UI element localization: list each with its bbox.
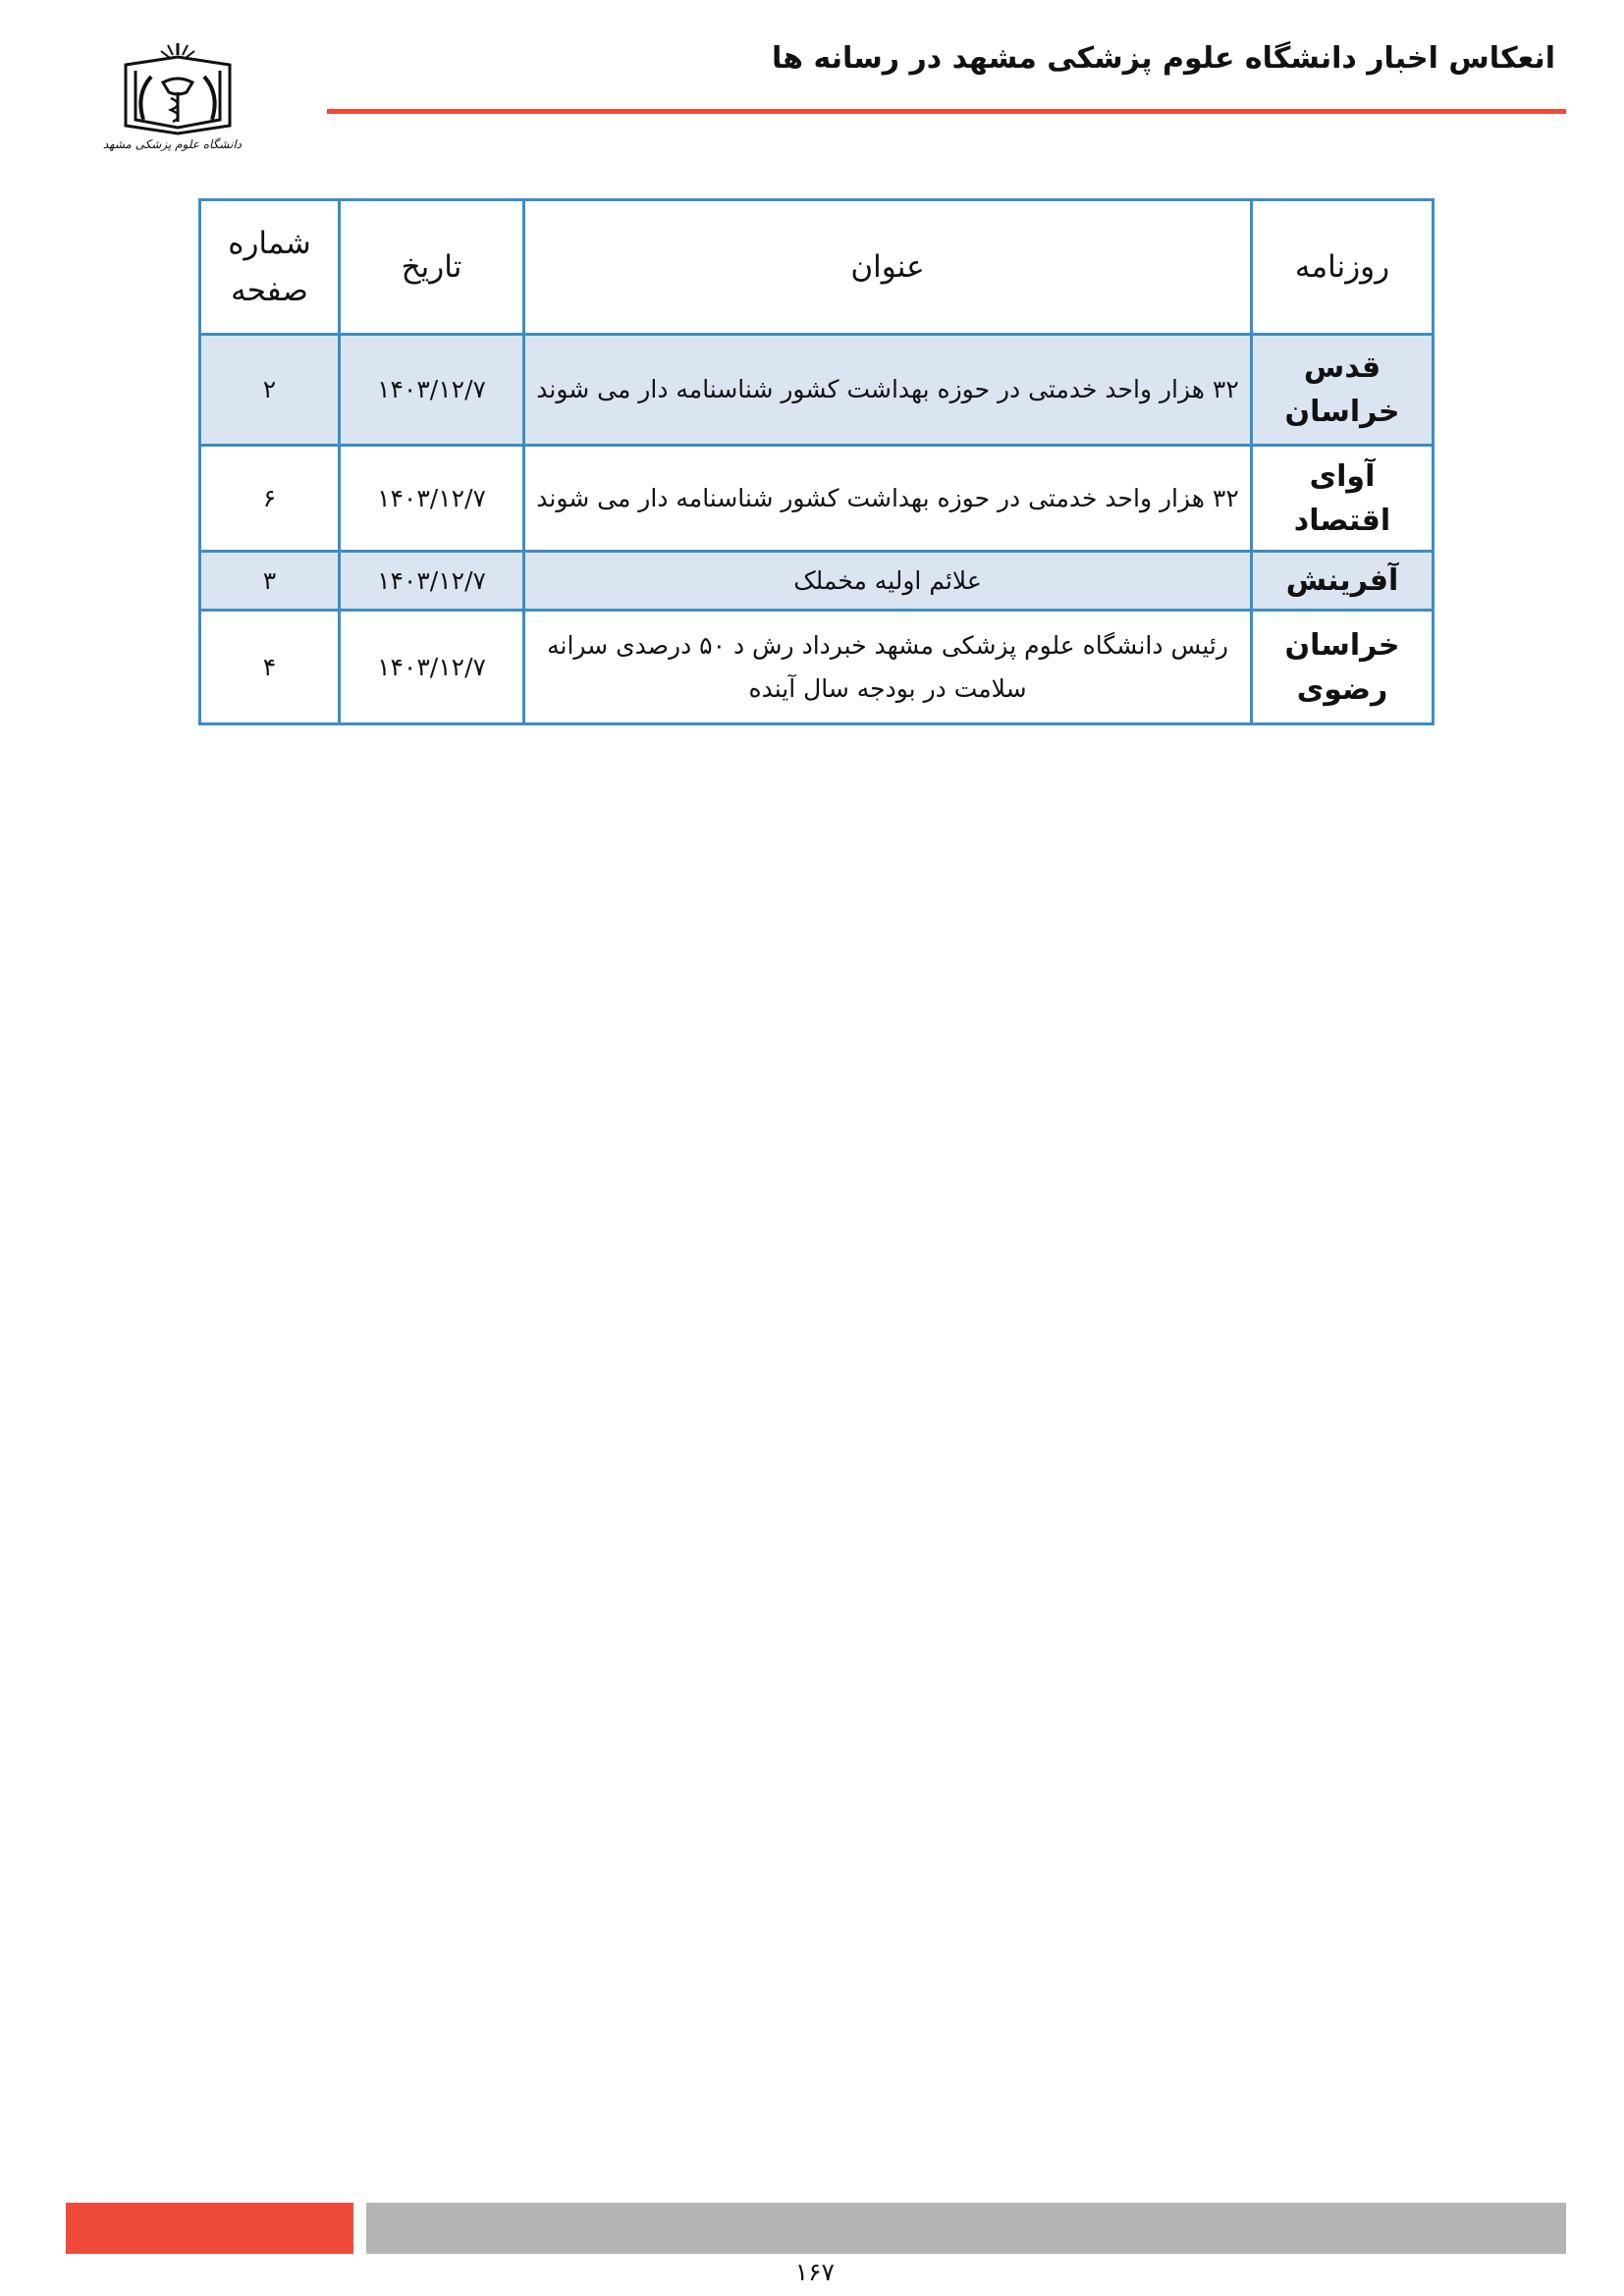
- newspaper-cell: آفرینش: [1252, 552, 1434, 611]
- header-divider: [327, 109, 1566, 114]
- table-row: [200, 335, 1434, 446]
- title-cell: ۳۲ هزار واحد خدمتی در حوزه بهداشت کشور شناسنامه دار می شوند: [524, 335, 1252, 446]
- footer-accent-bar: [66, 2203, 353, 2254]
- table-header-row: [200, 200, 1434, 335]
- page-cell: ۲: [200, 335, 340, 446]
- newspaper-cell: آوای اقتصاد: [1252, 446, 1434, 552]
- university-logo: [102, 35, 242, 165]
- title-cell: رئیس دانشگاه علوم پزشکی مشهد خبرداد رش د ۵۰ درصدی سرانه سلامت در بودجه سال آینده: [524, 611, 1252, 724]
- header-title: عنوان: [524, 200, 1252, 335]
- logo-caption: دانشگاه علوم پزشکی مشهد: [102, 137, 242, 151]
- university-emblem-icon: [114, 35, 242, 137]
- page-cell: ۶: [200, 446, 340, 552]
- date-cell: ۱۴۰۳/۱۲/۷: [340, 552, 524, 611]
- newspaper-cell: قدس خراسان: [1252, 335, 1434, 446]
- table-row: [200, 611, 1434, 724]
- header-title: انعکاس اخبار دانشگاه علوم پزشکی مشهد در رسانه ها: [772, 41, 1555, 76]
- footer-bar: [366, 2203, 1566, 2254]
- newspaper-cell: خراسان رضوی: [1252, 611, 1434, 724]
- header-page: شماره صفحه: [200, 200, 340, 335]
- header-newspaper: روزنامه: [1252, 200, 1434, 335]
- table-row: [200, 446, 1434, 552]
- date-cell: ۱۴۰۳/۱۲/۷: [340, 611, 524, 724]
- date-cell: ۱۴۰۳/۱۲/۷: [340, 335, 524, 446]
- date-cell: ۱۴۰۳/۱۲/۷: [340, 446, 524, 552]
- table-row: [200, 552, 1434, 611]
- title-cell: ۳۲ هزار واحد خدمتی در حوزه بهداشت کشور شناسنامه دار می شوند: [524, 446, 1252, 552]
- title-cell: علائم اولیه مخملک: [524, 552, 1252, 611]
- header-date: تاریخ: [340, 200, 524, 335]
- page-cell: ۴: [200, 611, 340, 724]
- page-cell: ۳: [200, 552, 340, 611]
- news-table: [198, 198, 1435, 725]
- page-number: ۱۶۷: [794, 2258, 835, 2286]
